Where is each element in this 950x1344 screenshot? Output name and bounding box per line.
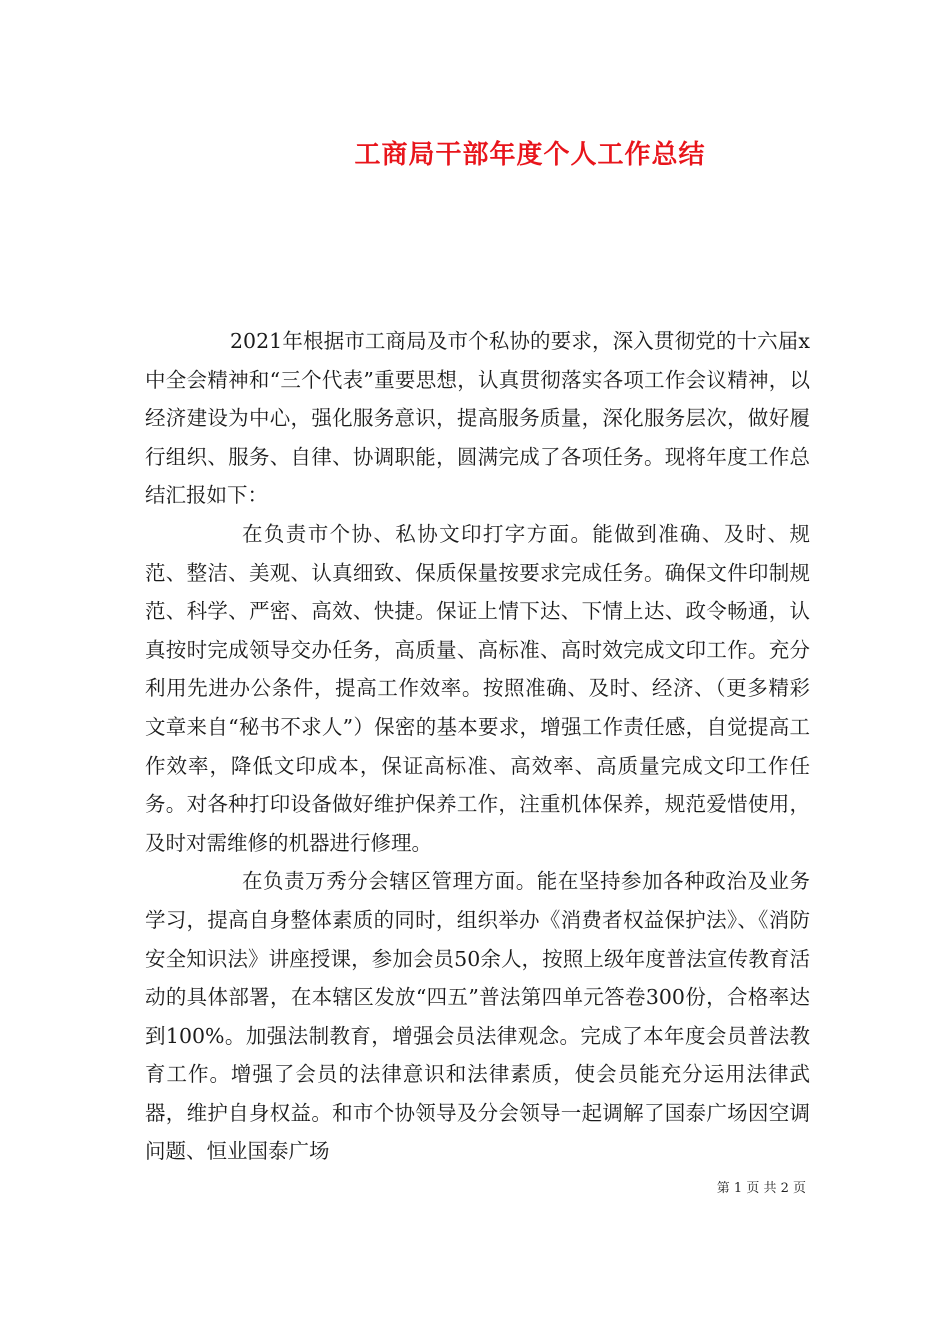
document-body xyxy=(145,322,810,1171)
page-number-footer: 第 1 页 共 2 页 xyxy=(716,1181,806,1196)
paragraph-printing-work: 在负责市个协、私协文印打字方面。能做到准确、及时、规范、整洁、美观、认真细致、保质保量按要求完成任务。确保文件印制规范、科学、严密、高效、快捷。保证上情下达、下情上达、政令畅通，认真按时完成领导交办任务，高质量、高标准、高时效完成文印工作。充分利用先进办公条件，提高工作效率。按照准确、及时、经济、（更多精彩文章来自“秘书不求人”）保密的基本要求，增强工作责任感，自觉提高工作效率，降低文印成本，保证高标准、高效率、高质量完成文印工作任务。对各种打印设备做好维护保养工作，注重机体保养，规范爱惜使用，及时对需维修的机器进行修理。 xyxy=(145,521,810,855)
paragraph-intro: 2021年根据市工商局及市个私协的要求，深入贯彻党的十六届x中全会精神和“三个代表”重要思想，认真贯彻落实各项工作会议精神，以经济建设为中心，强化服务意识，提高服务质量，深化服务层次，做好履行组织、服务、自律、协调职能，圆满完成了各项任务。现将年度工作总结汇报如下： xyxy=(145,329,810,508)
document-title: 工商局干部年度个人工作总结 xyxy=(354,140,706,170)
paragraph-district-management: 在负责万秀分会辖区管理方面。能在坚持参加各种政治及业务学习，提高自身整体素质的同时，组织举办《消费者权益保护法》、《消防安全知识法》讲座授课，参加会员50余人，按照上级年度普法宣传教育活动的具体部署，在本辖区发放“四五”普法第四单元答卷300份，合格率达到100%。加强法制教育，增强会员法律观念。完成了本年度会员普法教育工作。增强了会员的法律意识和法律素质，使会员能充分运用法律武器，维护自身权益。和市个协领导及分会领导一起调解了国泰广场因空调问题、恒业国泰广场 xyxy=(145,869,810,1164)
